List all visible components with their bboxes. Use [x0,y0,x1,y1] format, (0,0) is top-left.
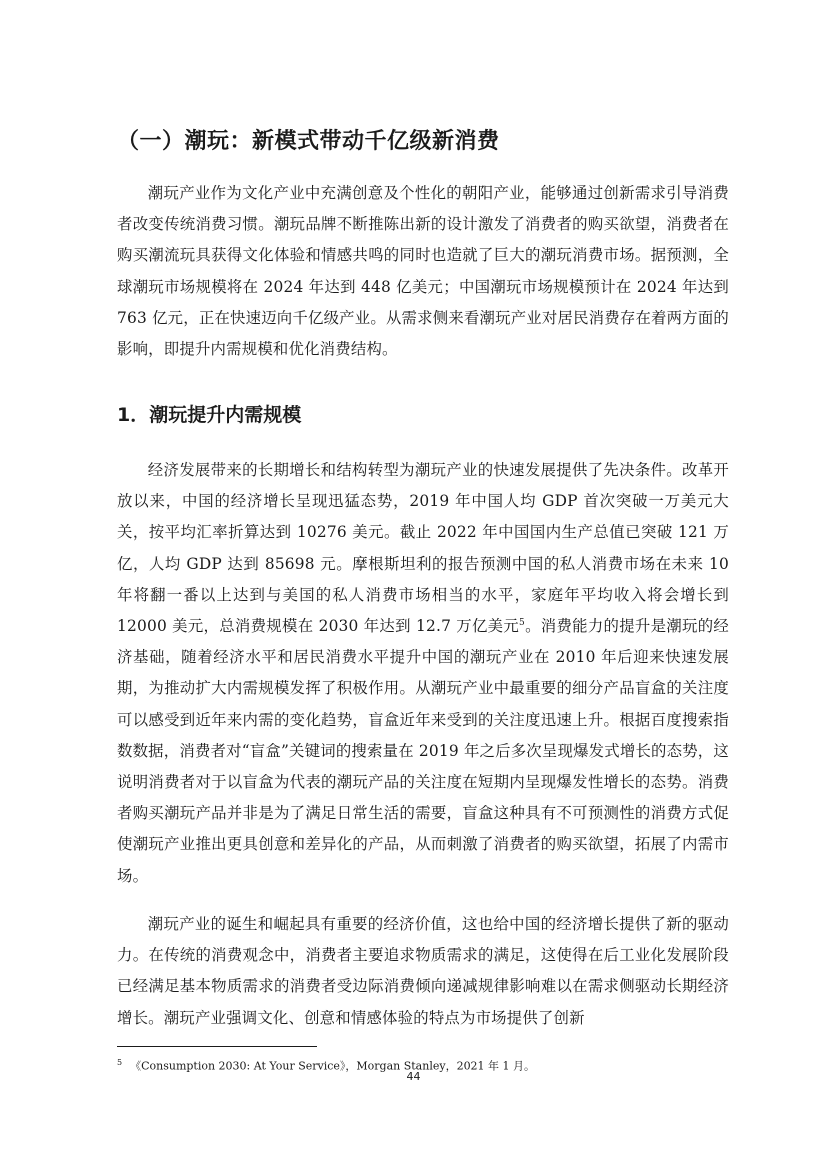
page-number: 44 [406,1070,421,1083]
section-title: （一）潮玩：新模式带动千亿级新消费 [117,129,500,154]
subsection-title: 1．潮玩提升内需规模 [117,404,302,426]
paragraph-2 [117,455,729,892]
paragraph-3: 潮玩产业的诞生和崛起具有重要的经济价值，这也给中国的经济增长提供了新的驱动力。在传统的消费观念中，消费者主要追求物质需求的满足，这使得在后工业化发展阶段已经满足基本物质需求的消费者受边际消费倾向递减规律影响难以在需求侧驱动长期经济增长。潮玩产业强调文化、创意和情感体验的特点为市场提供了创新 [117,915,729,1027]
footnote-divider [117,1046,317,1047]
paragraph-1: 潮玩产业作为文化产业中充满创意及个性化的朝阳产业，能够通过创新需求引导消费者改变传统消费习惯。潮玩品牌不断推陈出新的设计激发了消费者的购买欲望，消费者在购买潮流玩具获得文化体验和情感共鸣的同时也造就了巨大的潮玩消费市场。据预测，全球潮玩市场规模将在 2024 年达到 448 亿美元；中国潮玩市场规模预计在 2024 年达到 763 亿元，正在快速迈向千亿级产业。从需求侧来看潮玩产业对居民消费存在着两方面的影响，即提升内需规模和优化消费结构。 [117,184,729,359]
footnote-text: 《Consumption 2030: At Your Service》，Morgan Stanley，2021 年 1 月。 [130,1059,536,1073]
footnote-mark: 5 [117,1058,123,1067]
paragraph-2-text-before: 经济发展带来的长期增长和结构转型为潮玩产业的快速发展提供了先决条件。改革开放以来，中国的经济增长呈现迅猛态势，2019 年中国人均 GDP 首次突破一万美元大关，按平均汇率折算达到 10276 美元。截止 2022 年中国国内生产总值已突破 121 万亿，人均 GDP 达到 85698 元。摩根斯坦利的报告预测中国的私人消费市场在未来 10 年将翻一番以上达到与美国的私人消费市场相当的水平，家庭年平均收入将会增长到 12000 美元，总消费规模在 2030 年达到 12.7 万亿美元 [117,461,729,636]
footnote-reference[interactable]: 5 [519,617,525,628]
paragraph-2-text-after: 。消费能力的提升是潮玩的经济基础，随着经济水平和居民消费水平提升中国的潮玩产业在 2010 年后迎来快速发展期，为推动扩大内需规模发挥了积极作用。从潮玩产业中最重要的细分产品盲盒的关注度可以感受到近年来内需的变化趋势，盲盒近年来受到的关注度迅速上升。根据百度搜索指数数据，消费者对“盲盒”关键词的搜索量在 2019 年之后多次呈现爆发式增长的态势，这说明消费者对于以盲盒为代表的潮玩产品的关注度在短期内呈现爆发性增长的态势。消费者购买潮玩产品并非是为了满足日常生活的需要，盲盒这种具有不可预测性的消费方式促使潮玩产业推出更具创意和差异化的产品，从而刺激了消费者的购买欲望，拓展了内需市场。 [117,617,729,885]
